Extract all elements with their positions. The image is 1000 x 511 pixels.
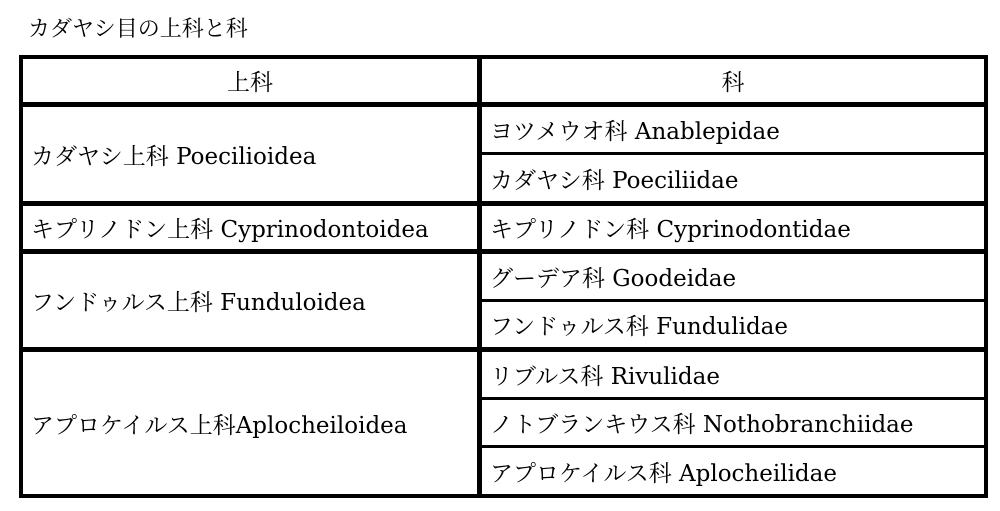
header-superfamily: 上科 (227, 70, 273, 96)
family-cell: グーデア科 Goodeidae (490, 266, 737, 292)
superfamily-cell: フンドゥルス上科 Funduloidea (31, 290, 366, 316)
family-cell: キプリノドン科 Cyprinodontidae (490, 217, 851, 243)
table-caption: カダヤシ目の上科と科 (28, 17, 248, 42)
family-cell: アプロケイルス科 Aplocheilidae (490, 460, 837, 487)
family-cell: フンドゥルス科 Fundulidae (490, 314, 789, 340)
superfamily-cell: キプリノドン上科 Cyprinodontoidea (31, 217, 429, 243)
family-cell: ノトブランキウス科 Nothobranchiidae (490, 412, 914, 438)
superfamily-cell: カダヤシ上科 Poecilioidea (31, 143, 317, 170)
family-table (19, 55, 988, 498)
family-cell: ヨツメウオ科 Anablepidae (490, 119, 780, 145)
header-family: 科 (721, 70, 745, 96)
family-cell: カダヤシ科 Poeciliidae (490, 167, 739, 194)
family-cell: リブルス科 Rivulidae (490, 364, 720, 390)
superfamily-cell: アプロケイルス上科Aplocheiloidea (31, 412, 408, 439)
